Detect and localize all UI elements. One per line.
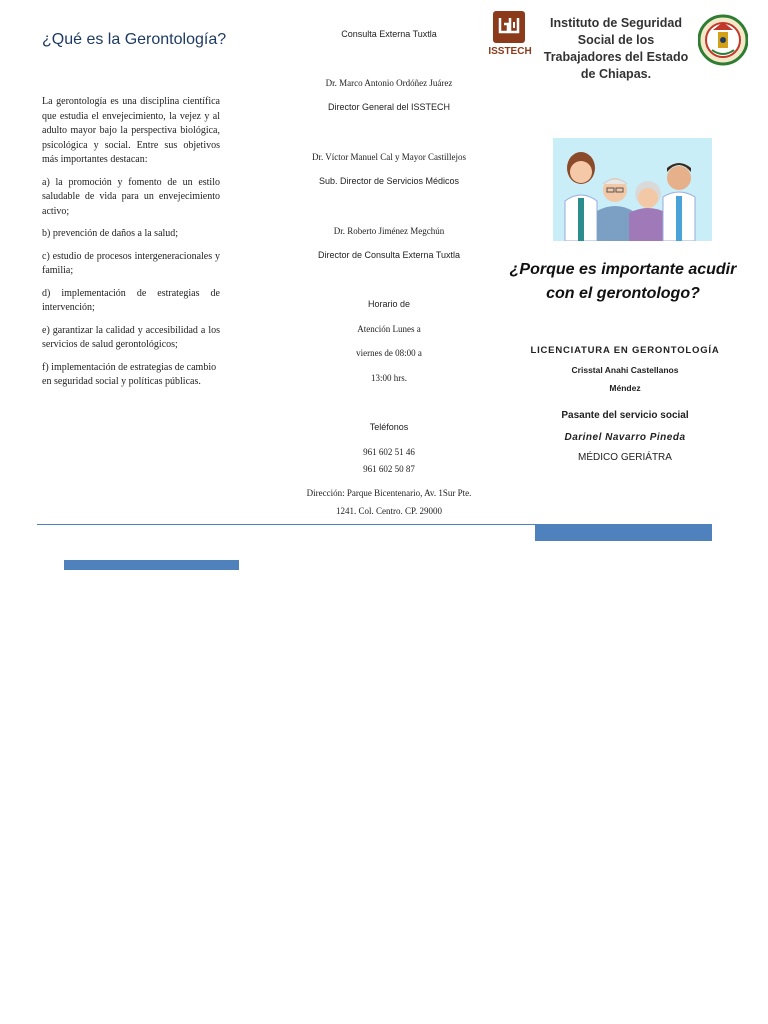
schedule-line2: viernes de 08:00 a (356, 348, 422, 358)
left-blue-bar (64, 560, 239, 570)
degree-title: LICENCIATURA EN GERONTOLOGÍA (530, 345, 720, 356)
objective-a: a) la promoción y fomento de un estilo saludable de vida para un envejecimiento activo; (42, 176, 220, 217)
address-line2: 1241. Col. Centro. CP. 29000 (335, 506, 442, 516)
phone2: 961 602 50 87 (363, 464, 415, 474)
address-text1: Dirección: Parque Bicentenario, Av. 1Sur Pte. (306, 488, 472, 498)
address-line1 (280, 488, 498, 498)
intern-label: Pasante del servicio social (561, 410, 689, 421)
objective-f: f) implementación de estrategias de cambio en seguridad social y políticas públicas. (42, 361, 217, 387)
isstech-logo-text: ISSTECH (488, 46, 532, 57)
seal-icon (698, 8, 748, 74)
institution-name: Instituto de Seguridad Social de los Trabajadores del Estado de Chiapas. (543, 16, 689, 81)
intro-paragraph: La gerontología es una disciplina científica que estudia el envejecimiento, la vejez y al adulto mayor bajo la perspectiva biológica, psicológica y social. Entre sus objetivos más importantes destacan: (42, 96, 220, 165)
objective-d: d) implementación de estrategias de intervención; (42, 287, 220, 313)
person2-role: Sub. Director de Servicios Médicos (318, 176, 460, 186)
person2-name: Dr. Víctor Manuel Cal y Mayor Castillejos (311, 152, 467, 162)
right-blue-bar (535, 524, 712, 541)
schedule-label: Horario de (367, 299, 411, 309)
people-illustration-icon (553, 138, 712, 241)
state-seal (698, 8, 748, 74)
divider-line (37, 524, 535, 525)
doctor-title: MÉDICO GERIÁTRA (578, 452, 672, 463)
person1-name: Dr. Marco Antonio Ordóñez Juárez (325, 78, 453, 88)
person3-name: Dr. Roberto Jiménez Megchún (333, 226, 445, 236)
objective-c: c) estudio de procesos intergeneracionales y familia; (42, 250, 220, 276)
clinic-name: Consulta Externa Tuxtla (341, 29, 437, 39)
student-name-line2: Méndez (609, 383, 641, 393)
left-title: ¿Qué es la Gerontología? (42, 31, 227, 48)
phone1: 961 602 51 46 (363, 447, 415, 457)
person1-role: Director General del ISSTECH (327, 102, 451, 112)
schedule-line3: 13:00 hrs. (371, 373, 407, 383)
schedule-line1: Atención Lunes a (357, 324, 421, 334)
student-name-line1: Crisstal Anahi Castellanos (571, 365, 679, 375)
objective-e: e) garantizar la calidad y accesibilidad a los servicios de salud gerontológicos; (42, 324, 220, 350)
left-body (42, 95, 220, 398)
objective-b: b) prevención de daños a la salud; (42, 228, 179, 239)
phones-label: Teléfonos (369, 422, 409, 432)
importance-question: ¿Porque es importante acudir con el gerontologo? (509, 261, 737, 302)
doctor-name: Darinel Navarro Pineda (564, 432, 686, 443)
elderly-care-illustration (553, 138, 712, 241)
person3-role: Director de Consulta Externa Tuxtla (317, 250, 461, 260)
